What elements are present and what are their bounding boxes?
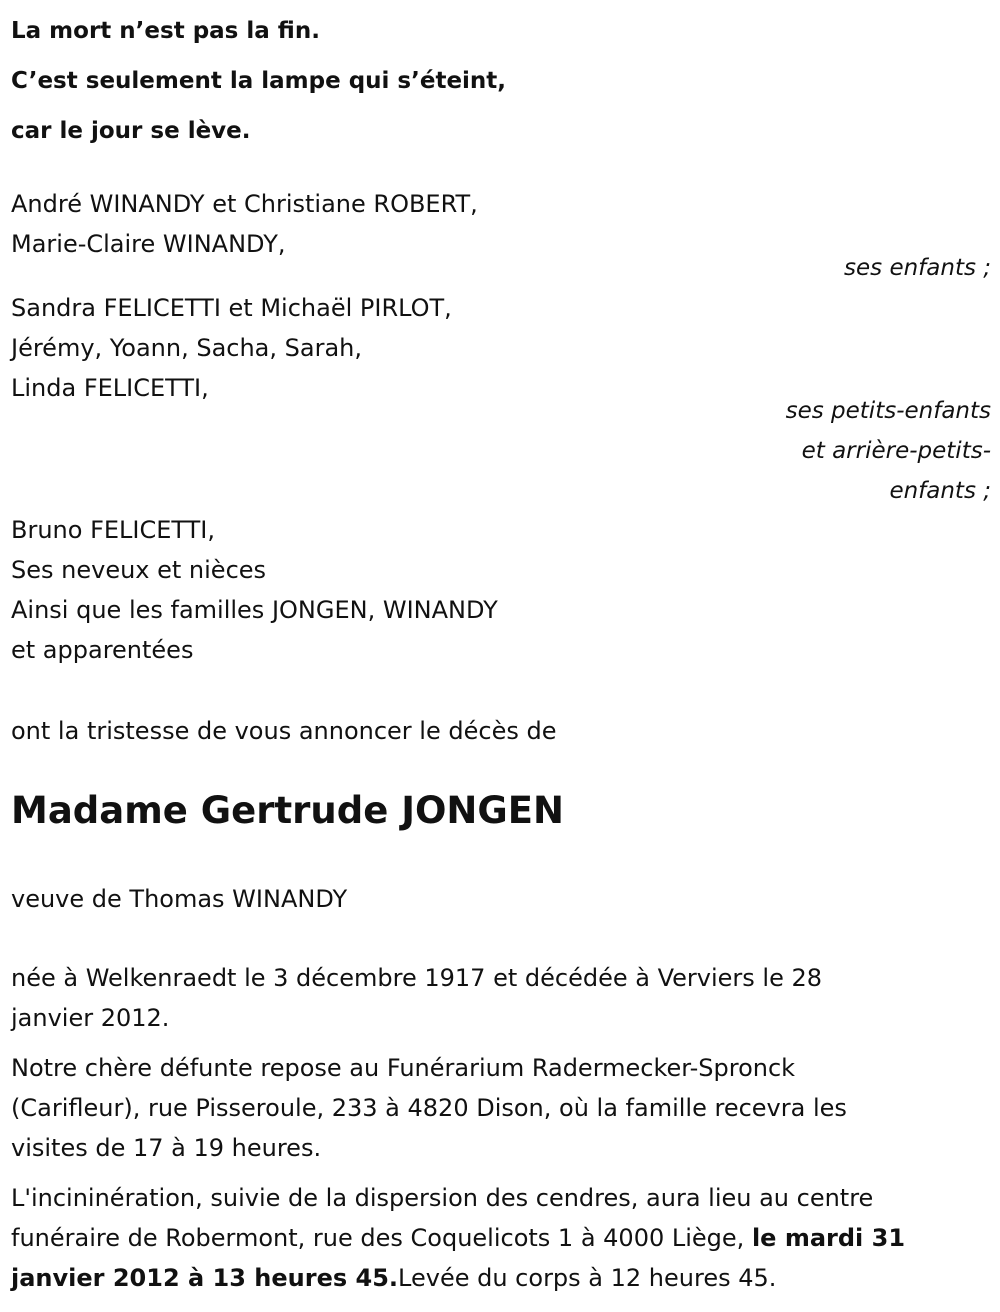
others-line-2: Ses neveux et nièces xyxy=(11,556,267,584)
children-relation: ses enfants ; xyxy=(844,255,991,281)
body-removal-text: Levée du corps à 12 heures 45. xyxy=(398,1264,777,1292)
children-line-2: Marie-Claire WINANDY, xyxy=(11,230,286,258)
opening-quote xyxy=(11,6,506,156)
others-line-3: Ainsi que les familles JONGEN, WINANDY xyxy=(11,596,498,624)
grandchildren-names xyxy=(11,288,452,408)
children-line-1: André WINANDY et Christiane ROBERT, xyxy=(11,190,478,218)
grandchildren-relation: ses petits-enfants et arrière-petits- enfants ; xyxy=(785,398,991,504)
others-line-4: et apparentées xyxy=(11,636,194,664)
others-line-1: Bruno FELICETTI, xyxy=(11,516,216,544)
ceremony-date-bold-1: le mardi 31 xyxy=(751,1224,906,1252)
children-names xyxy=(11,184,478,264)
widow-of: veuve de Thomas WINANDY xyxy=(11,885,348,913)
birth-death-paragraph: née à Welkenraedt le 3 décembre 1917 et décédée à Verviers le 28 janvier 2012. xyxy=(11,964,822,1032)
ceremony-paragraph: L'incininération, suivie de la dispersion des cendres, aura lieu au centre funéraire de Robermont, rue des Coquelicots 1 à 4000 Liège, le mardi 31 janvier 2012 à 13 heures 45.Levée du corps à 12 heures 45. xyxy=(11,1184,906,1292)
rest-place-paragraph: Notre chère défunte repose au Funérarium Radermecker-Spronck (Carifleur), rue Pisseroule, 233 à 4820 Dison, où la famille recevra les visites de 17 à 19 heures. xyxy=(11,1054,847,1162)
quote-line-3: car le jour se lève. xyxy=(11,118,251,144)
quote-line-1: La mort n’est pas la fin. xyxy=(11,18,320,44)
ceremony-location-text: funéraire de Robermont, rue des Coquelicots 1 à 4000 Liège, xyxy=(11,1224,745,1252)
grandchildren-line-2: Jérémy, Yoann, Sacha, Sarah, xyxy=(11,334,362,362)
ceremony-date-bold-2: janvier 2012 à 13 heures 45. xyxy=(11,1264,399,1292)
deceased-name: Madame Gertrude JONGEN xyxy=(11,789,565,832)
announcement-text: ont la tristesse de vous annoncer le décès de xyxy=(11,717,557,745)
grandchildren-line-3: Linda FELICETTI, xyxy=(11,374,209,402)
other-family-names xyxy=(11,510,498,670)
quote-line-2: C’est seulement la lampe qui s’éteint, xyxy=(11,68,507,94)
grandchildren-line-1: Sandra FELICETTI et Michaël PIRLOT, xyxy=(11,294,452,322)
